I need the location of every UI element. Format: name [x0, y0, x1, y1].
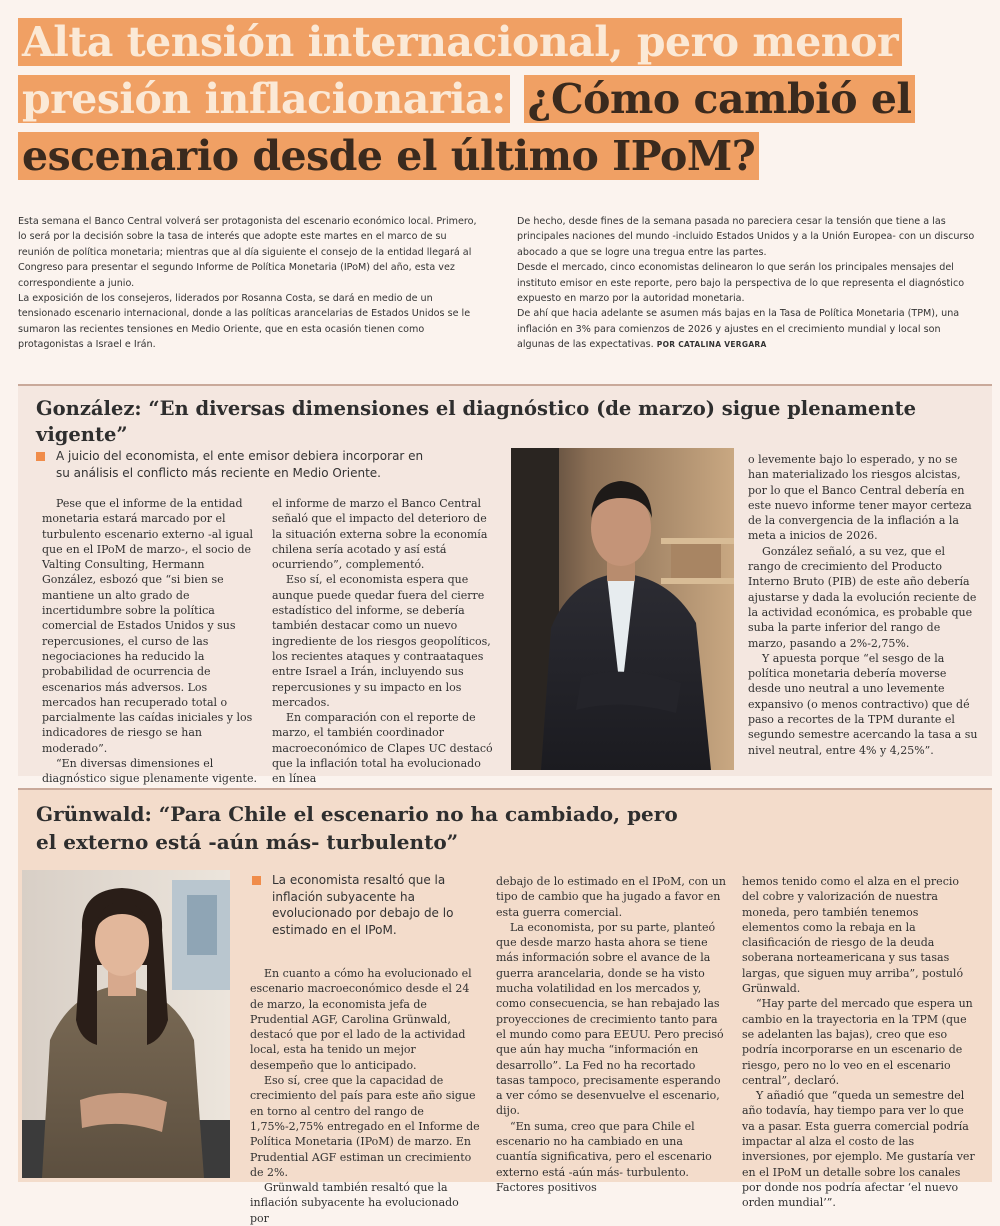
grunwald-title-line2: el externo está -aún más- turbulento” [36, 830, 459, 854]
body-paragraph: En cuanto a cómo ha evolucionado el escenario macroeconómico desde el 24 de marzo, la economista jefa de Prudential AGF, Carolina Grünwald, destacó que por el lado de la actividad local, esta ha tenido un mejor desempeño que lo anticipado. [250, 967, 472, 1072]
body-paragraph: hemos tenido como el alza en el precio del cobre y valorización de nuestra moneda, pero también tenemos elementos como la rebaja en la clasificación de riesgo de la deuda soberana norteamericana y sus tasas largas, que siguen muy arriba”, postuló Grünwald. [742, 875, 964, 996]
body-paragraph: “Hay parte del mercado que espera un cambio en la trayectoria en la TPM (que se adelanten las bajas), creo que eso podría incorporarse en un escenario de riesgo, pero no lo veo en el escenario central”, declaró. [742, 997, 973, 1087]
intro-paragraph [517, 306, 980, 352]
body-paragraph: “En suma, creo que para Chile el escenario no ha cambiado en una cuantía significativa, pero el escenario externo está -aún más- turbulento. Factores positivos [496, 1119, 712, 1194]
body-paragraph: Eso sí, el economista espera que aunque puede quedar fuera del cierre estadístico del informe, se debería también destacar como un nuevo ingrediente de los riesgos geopolíticos, los recientes ataques y contraataques entre Israel a Irán, incluyendo sus repercusiones y su impacto en los mercados. [272, 573, 491, 709]
gonzalez-title: González: “En diversas dimensiones el diagnóstico (de marzo) sigue plenamente vigente” [36, 397, 917, 446]
intro-paragraph: La exposición de los consejeros, liderados por Rosanna Costa, se dará en medio de un tensionado escenario internacional, donde a las políticas arancelarias de Estados Unidos se le sumaron las recientes tensiones en Medio Oriente, que en esta ocasión tienen como protagonistas a Israel e Irán. [18, 293, 471, 351]
body-paragraph: Y añadió que “queda un semestre del año todavía, hay tiempo para ver lo que va a pasar. Esta guerra comercial podría impactar al alza el costo de las inversiones, por ejemplo. Me gustaría ver en el IPoM un detalle sobre los canales por donde nos podría afectar ‘el nuevo orden mundial’”. [742, 1089, 975, 1210]
body-paragraph: o levemente bajo lo esperado, y no se han materializado los riesgos alcistas, por lo que el Banco Central debería en este nuevo informe tener mayor certeza de la convergencia de la inflación a la meta a inicios de 2026. [748, 453, 972, 543]
body-paragraph: el informe de marzo el Banco Central señaló que el impacto del deterioro de la situación externa sobre la economía chilena sería acotado y así está ocurriendo”, complementó. [272, 497, 488, 572]
grunwald-column-1 [250, 966, 480, 1226]
grunwald-title-line1: Grünwald: “Para Chile el escenario no ha cambiado, pero [36, 802, 678, 826]
grunwald-photo [22, 870, 230, 1178]
grunwald-title [36, 800, 678, 856]
body-paragraph: Y apuesta porque “el sesgo de la política monetaria debería moverse desde uno neutral a uno levemente expansivo (o menos contractivo) que dé paso a recortes de la TPM durante el segundo semestre acercando la tasa a su nivel neutral, entre 4% y 4,25%”. [748, 651, 978, 757]
gonzalez-photo [511, 448, 734, 770]
gonzalez-section [18, 384, 992, 786]
grunwald-column-2 [496, 874, 726, 1195]
intro-paragraph: De hecho, desde fines de la semana pasada no pareciera cesar la tensión que tiene a las principales naciones del mundo -incluido Estados Unidos y a la Unión Europea- con un discurso abocado a que se logre una tregua entre las partes. [517, 216, 975, 258]
grunwald-column-3 [742, 874, 978, 1211]
body-paragraph: “En diversas dimensiones el diagnóstico sigue plenamente vigente. [42, 757, 257, 786]
orange-square-icon [36, 452, 45, 461]
body-paragraph: Grünwald también resaltó que la inflación subyacente ha evolucionado por [250, 1181, 459, 1225]
body-paragraph: Eso sí, cree que la capacidad de crecimiento del país para este año sigue en torno al centro del rango de 1,75%-2,75% entregado en el Informe de Política Monetaria (IPoM) de marzo. En Prudential AGF estiman un crecimiento de 2%. [250, 1074, 480, 1179]
headline-part2: ¿Cómo cambió el escenario desde el último IPoM? [18, 75, 915, 180]
orange-square-icon [252, 876, 261, 885]
grunwald-lead-text: La economista resaltó que la inflación subyacente ha evolucionado por debajo de lo estimado en el IPoM. [272, 873, 454, 937]
intro-text [18, 214, 980, 354]
body-paragraph: debajo de lo estimado en el IPoM, con un tipo de cambio que ha jugado a favor en esta guerra comercial. [496, 875, 726, 919]
grunwald-portrait-image [22, 870, 230, 1178]
page-headline [18, 14, 978, 185]
intro-left-column [18, 214, 481, 354]
grunwald-section [18, 788, 992, 1225]
grunwald-lead [252, 872, 472, 938]
intro-paragraph: Esta semana el Banco Central volverá ser protagonista del escenario económico local. Primero, lo será por la decisión sobre la tasa de interés que adopte este martes en el marco de su reunión de política monetaria; mientras que al día siguiente el consejo de la entidad llegará al Congreso para presentar el segundo Informe de Política Monetaria (IPoM) del año, esta vez correspondiente a junio. [18, 216, 477, 289]
byline: POR CATALINA VERGARA [656, 340, 767, 350]
body-paragraph: Pese que el informe de la entidad monetaria estará marcado por el turbulento escenario externo -al igual que en el IPoM de marzo-, el socio de Valting Consulting, Hermann González, esbozó que “si bien se mantiene un alto grado de incertidumbre sobre la política comercial de Estados Unidos y sus repercusiones, el curso de las negociaciones ha reducido la probabilidad de ocurrencia de escenarios más adversos. Los mercados han recuperado total o parcialmente las caídas iniciales y los indicadores de riesgo se han moderado”. [42, 497, 254, 755]
gonzalez-lead [36, 448, 436, 481]
body-paragraph: En comparación con el reporte de marzo, el también coordinador macroeconómico de Clapes UC destacó que la inflación total ha evolucionado en línea [272, 711, 493, 786]
gonzalez-column-2 [272, 496, 494, 787]
gonzalez-lead-text: A juicio del economista, el ente emisor debiera incorporar en su análisis el conflicto más reciente en Medio Oriente. [56, 449, 424, 480]
intro-paragraph-text: De ahí que hacia adelante se asumen más bajas en la Tasa de Política Monetaria (TPM), una inflación en 3% para comienzos de 2026 y ajustes en el crecimiento mundial y local son algunas de las expectativas. [517, 308, 960, 351]
intro-paragraph: Desde el mercado, cinco economistas delinearon lo que serán los principales mensajes del instituto emisor en este reporte, pero bajo la perspectiva de lo que representa el diagnóstico expuesto en marzo por la autoridad monetaria. [517, 262, 965, 305]
gonzalez-column-3 [748, 452, 980, 758]
gonzalez-column-1 [42, 496, 258, 802]
intro-right-column [517, 214, 980, 354]
gonzalez-portrait-image [511, 448, 734, 770]
headline-part1: Alta tensión internacional, pero menor presión inflacionaria: [18, 18, 902, 123]
body-paragraph: La economista, por su parte, planteó que desde marzo hasta ahora se tiene más información sobre el avance de la guerra arancelaria, donde se ha visto mucha volatilidad en los mercados y, como consecuencia, se han rebajado las proyecciones de crecimiento tanto para el mundo como para EEUU. Pero precisó que aún hay mucha “información en desarrollo”. La Fed no ha recortado tasas tampoco, precisamente esperando a ver cómo se desenvuelve el escenario, dijo. [496, 920, 724, 1118]
body-paragraph: González señaló, a su vez, que el rango de crecimiento del Producto Interno Bruto (PIB) de este año debería ajustarse y dada la evolución reciente de la actividad económica, es probable que suba la parte inferior del rango de marzo, pasando a 2%-2,75%. [748, 544, 977, 650]
